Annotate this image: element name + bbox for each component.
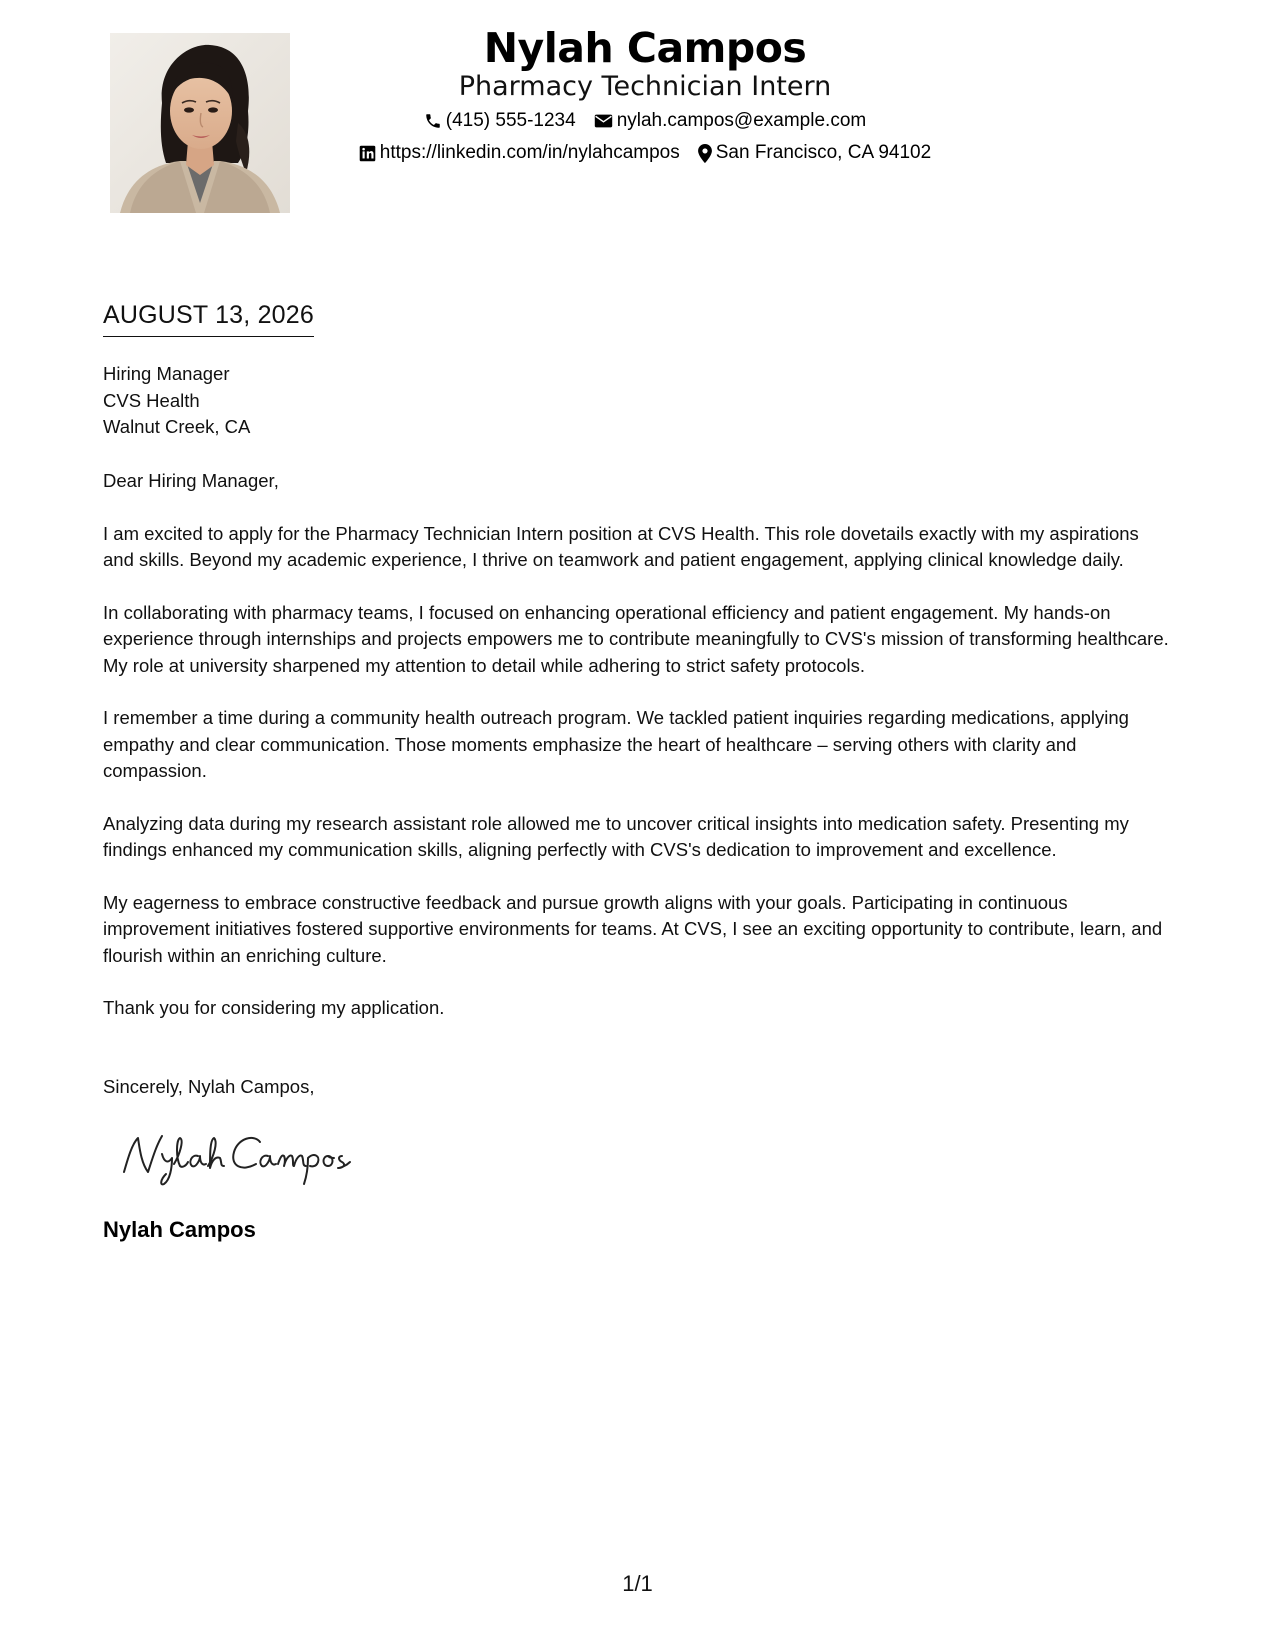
recipient-location: Walnut Creek, CA xyxy=(103,416,251,437)
signer-name: Nylah Campos xyxy=(103,1217,256,1242)
paragraph-collaboration: In collaborating with pharmacy teams, I focused on enhancing operational efficiency and patient engagement. My hands-on experience through internships and projects empowers me to contribute meaningfully to CVS's mission of transforming healthcare. My role at university sharpened my attention to detail while adhering to strict safety protocols. xyxy=(103,601,1169,676)
profile-photo xyxy=(110,33,290,213)
recipient-block xyxy=(103,361,250,441)
envelope-icon xyxy=(594,113,613,129)
letter-header xyxy=(300,20,990,164)
letter-date: AUGUST 13, 2026 xyxy=(103,300,314,337)
salutation: Dear Hiring Manager, xyxy=(103,470,279,491)
handwritten-signature xyxy=(118,1128,358,1188)
applicant-title: Pharmacy Technician Intern xyxy=(458,71,832,102)
paragraph-outreach: I remember a time during a community health outreach program. We tackled patient inquiries regarding medications, applying empathy and clear communication. Those moments emphasize the heart of healthcare – serving others with clarity and compassion. xyxy=(103,707,1129,781)
paragraph-thanks: Thank you for considering my application. xyxy=(103,997,445,1018)
applicant-name: Nylah Campos xyxy=(483,24,807,72)
recipient-title: Hiring Manager xyxy=(103,363,230,384)
closing-line: Sincerely, Nylah Campos, xyxy=(103,1076,315,1097)
paragraph-intro: I am excited to apply for the Pharmacy Technician Intern position at CVS Health. This role dovetails exactly with my aspirations and skills. Beyond my academic experience, I thrive on teamwork and patient engagement, applying clinical knowledge daily. xyxy=(103,522,1139,570)
contact-linkedin[interactable] xyxy=(359,142,680,164)
letter-body xyxy=(103,468,1173,1048)
phone-text: (415) 555-1234 xyxy=(445,110,576,131)
phone-icon xyxy=(424,112,442,130)
linkedin-link[interactable]: https://linkedin.com/in/nylahcampos xyxy=(379,142,680,163)
contact-row-primary xyxy=(300,110,990,132)
page-number: 1/1 xyxy=(622,1571,653,1596)
contact-location xyxy=(698,142,931,164)
linkedin-icon xyxy=(359,145,376,162)
contact-phone xyxy=(424,110,576,132)
map-pin-icon xyxy=(698,144,712,163)
contact-email[interactable] xyxy=(594,110,867,132)
paragraph-research: Analyzing data during my research assistant role allowed me to uncover critical insights into medication safety. Presenting my findings enhanced my communication skills, aligning perfectly with CVS's dedication to improvement and excellence. xyxy=(103,812,1129,860)
location-text: San Francisco, CA 94102 xyxy=(715,142,932,163)
recipient-company: CVS Health xyxy=(103,389,200,411)
contact-row-secondary xyxy=(300,142,990,164)
email-link[interactable]: nylah.campos@example.com xyxy=(616,110,867,131)
paragraph-growth: My eagerness to embrace constructive feedback and pursue growth aligns with your goals. Participating in continuous improvement initiatives fostered supportive environments for teams. At CVS, I see an exciting opportunity to contribute, learn, and flourish within an enriching culture. xyxy=(103,891,1163,966)
